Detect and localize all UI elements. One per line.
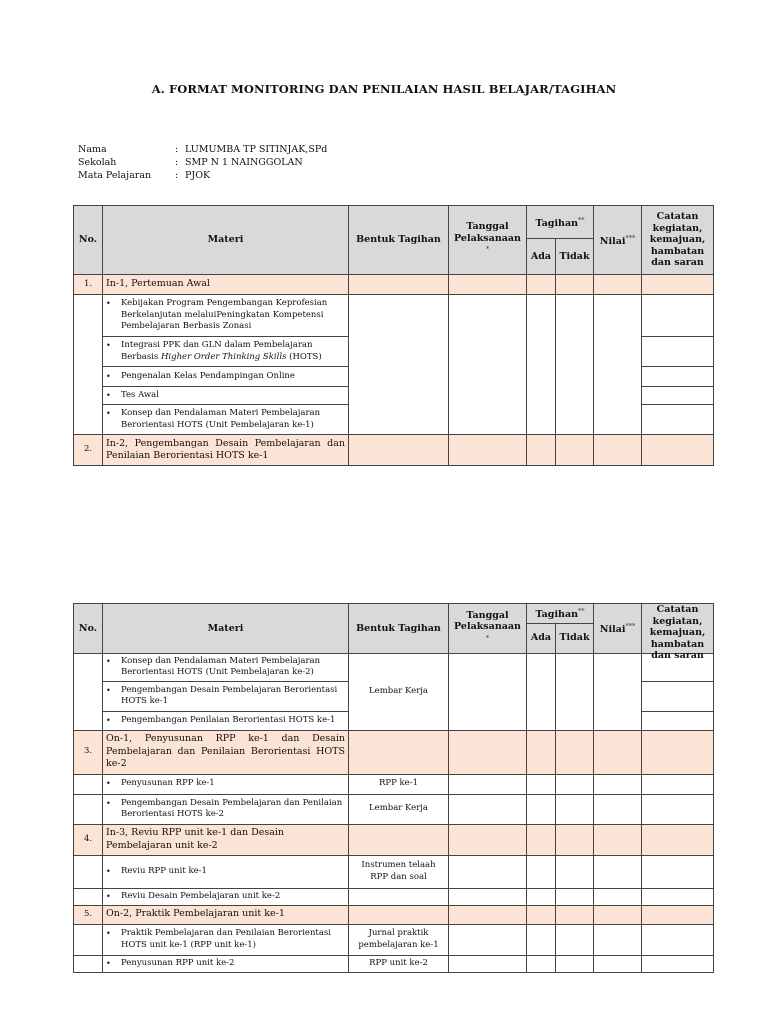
empty-cell xyxy=(556,295,594,435)
asterisk-mark: *** xyxy=(625,622,636,630)
section-row xyxy=(74,905,714,924)
asterisk-mark: *** xyxy=(625,233,636,242)
empty-cell xyxy=(642,774,714,794)
empty-cell xyxy=(556,794,594,824)
empty-cell xyxy=(449,888,527,905)
empty-cell xyxy=(527,435,556,466)
empty-cell xyxy=(449,794,527,824)
identity-key: Sekolah xyxy=(78,157,117,168)
section-title: On-1, Penyusunan RPP ke-1 dan Desain Pembelajaran dan Penilaian Berorientasi HOTS ke-2 xyxy=(103,730,349,774)
empty-cell xyxy=(642,275,714,295)
bentuk-tagihan: RPP ke-1 xyxy=(349,774,449,794)
bullet-icon: • xyxy=(106,341,111,350)
empty-cell xyxy=(527,888,556,905)
list-item: • Praktik Pembelajaran dan Penilaian Berorientasi HOTS unit ke-1 (RPP unit ke-1) xyxy=(103,924,349,955)
bullet-icon: • xyxy=(106,685,111,695)
empty-cell xyxy=(556,653,594,730)
empty-cell xyxy=(594,888,642,905)
empty-cell xyxy=(527,924,556,955)
monitoring-table-2 xyxy=(73,603,714,973)
header-tagihan xyxy=(527,604,594,624)
empty-cell xyxy=(449,824,527,855)
empty-cell xyxy=(449,924,527,955)
empty-cell xyxy=(556,905,594,924)
header-ada: Ada xyxy=(527,623,556,653)
empty-cell xyxy=(74,888,103,905)
empty-cell xyxy=(594,730,642,774)
list-item: • Pengembangan Penilaian Berorientasi HOTS ke-1 xyxy=(103,711,349,730)
identity-row-mapel xyxy=(78,169,327,182)
empty-cell xyxy=(527,275,556,295)
asterisk-mark: * xyxy=(485,633,490,642)
asterisk-mark: ** xyxy=(578,607,585,615)
empty-cell xyxy=(594,794,642,824)
header-materi: Materi xyxy=(103,604,349,654)
row-number: 4. xyxy=(74,824,103,855)
bullet-icon: • xyxy=(106,779,111,789)
header-nilai-label: Nilai xyxy=(599,624,626,636)
empty-cell xyxy=(556,435,594,466)
row-number: 1. xyxy=(74,275,103,295)
empty-cell xyxy=(449,295,527,435)
bentuk-tagihan: RPP unit ke-2 xyxy=(349,955,449,972)
bullet-icon: • xyxy=(106,299,111,309)
table-row xyxy=(74,888,714,905)
empty-cell xyxy=(642,905,714,924)
bullet-icon: • xyxy=(106,958,111,968)
list-item: • Penyusunan RPP ke-1 xyxy=(103,774,349,794)
table-row xyxy=(74,295,714,337)
empty-cell xyxy=(349,905,449,924)
header-tanggal-label: Tanggal Pelaksanaan xyxy=(454,609,521,632)
identity-colon: : xyxy=(175,170,179,181)
empty-cell xyxy=(642,730,714,774)
identity-key: Mata Pelajaran xyxy=(78,170,152,181)
empty-cell xyxy=(642,367,714,387)
asterisk-mark: ** xyxy=(578,215,585,224)
list-item: • Penyusunan RPP unit ke-2 xyxy=(103,955,349,972)
monitoring-table-1 xyxy=(73,205,714,466)
empty-cell xyxy=(642,435,714,466)
section-row xyxy=(74,824,714,855)
empty-cell xyxy=(642,711,714,730)
header-catatan: Catatan kegiatan, kemajuan, hambatan dan saran xyxy=(642,206,714,275)
empty-cell xyxy=(556,855,594,888)
empty-cell xyxy=(74,794,103,824)
bullet-icon: • xyxy=(106,656,111,666)
list-item: • Konsep dan Pendalaman Materi Pembelajaran Berorientasi HOTS (Unit Pembelajaran ke-2) xyxy=(103,653,349,681)
bullet-icon: • xyxy=(106,371,111,381)
empty-cell xyxy=(449,955,527,972)
bullet-icon: • xyxy=(106,929,111,939)
header-tanggal xyxy=(449,604,527,654)
section-row xyxy=(74,435,714,466)
empty-cell xyxy=(527,855,556,888)
header-nilai xyxy=(594,604,642,654)
list-item: • Pengembangan Desain Pembelajaran dan Penilaian Berorientasi HOTS ke-2 xyxy=(103,794,349,824)
identity-row-sekolah xyxy=(78,156,327,169)
header-nilai-label: Nilai xyxy=(599,235,626,247)
empty-cell xyxy=(349,824,449,855)
header-no: No. xyxy=(74,604,103,654)
header-ada: Ada xyxy=(527,239,556,275)
empty-cell xyxy=(527,905,556,924)
bentuk-tagihan: Jurnal praktik pembelajaran ke-1 xyxy=(349,924,449,955)
header-tanggal xyxy=(449,206,527,275)
empty-cell xyxy=(349,295,449,435)
identity-colon: : xyxy=(175,157,179,168)
empty-cell xyxy=(642,405,714,435)
table-row xyxy=(74,924,714,955)
empty-cell xyxy=(74,855,103,888)
bentuk-tagihan: Instrumen telaah RPP dan soal xyxy=(349,855,449,888)
section-row xyxy=(74,730,714,774)
empty-cell xyxy=(642,681,714,711)
empty-cell xyxy=(556,955,594,972)
table-row xyxy=(74,794,714,824)
empty-cell xyxy=(556,730,594,774)
empty-cell xyxy=(556,774,594,794)
identity-value: SMP N 1 NAINGGOLAN xyxy=(185,157,303,168)
bullet-icon: • xyxy=(106,409,111,418)
empty-cell xyxy=(642,337,714,367)
empty-cell xyxy=(449,275,527,295)
header-tidak: Tidak xyxy=(556,623,594,653)
bullet-icon: • xyxy=(106,798,111,808)
asterisk-mark: * xyxy=(485,245,490,254)
empty-cell xyxy=(642,295,714,337)
empty-cell xyxy=(74,295,103,435)
bentuk-tagihan: Lembar Kerja xyxy=(349,794,449,824)
empty-cell xyxy=(349,275,449,295)
bullet-icon: • xyxy=(106,715,111,725)
list-item: • Pengembangan Desain Pembelajaran Berorientasi HOTS ke-1 xyxy=(103,681,349,711)
table-row xyxy=(74,955,714,972)
identity-value: LUMUMBA TP SITINJAK,SPd xyxy=(185,144,328,155)
table-row xyxy=(74,855,714,888)
document-title: A. FORMAT MONITORING DAN PENILAIAN HASIL BELAJAR/TAGIHAN xyxy=(151,82,617,96)
empty-cell xyxy=(642,794,714,824)
identity-key: Nama xyxy=(78,144,107,155)
row-number: 3. xyxy=(74,730,103,774)
empty-cell xyxy=(527,824,556,855)
list-item: • Reviu RPP unit ke-1 xyxy=(103,855,349,888)
bullet-icon: • xyxy=(106,390,111,400)
section-title: In-3, Reviu RPP unit ke-1 dan Desain Pembelajaran unit ke-2 xyxy=(103,824,349,855)
section-row xyxy=(74,275,714,295)
empty-cell xyxy=(594,924,642,955)
section-title: On-2, Praktik Pembelajaran unit ke-1 xyxy=(103,905,349,924)
bentuk-tagihan: Lembar Kerja xyxy=(349,653,449,730)
section-title: In-1, Pertemuan Awal xyxy=(103,275,349,295)
empty-cell xyxy=(556,924,594,955)
empty-cell xyxy=(594,824,642,855)
empty-cell xyxy=(527,295,556,435)
empty-cell xyxy=(449,730,527,774)
empty-cell xyxy=(642,955,714,972)
empty-cell xyxy=(556,275,594,295)
bentuk-tagihan xyxy=(349,888,449,905)
bullet-icon: • xyxy=(106,891,111,901)
empty-cell xyxy=(527,653,556,730)
identity-colon: : xyxy=(175,144,179,155)
empty-cell xyxy=(642,387,714,405)
table-row xyxy=(74,653,714,681)
empty-cell xyxy=(449,774,527,794)
empty-cell xyxy=(449,435,527,466)
table-row xyxy=(74,774,714,794)
empty-cell xyxy=(349,730,449,774)
header-tagihan-label: Tagihan xyxy=(535,217,579,229)
empty-cell xyxy=(594,435,642,466)
list-item: • Reviu Desain Pembelajaran unit ke-2 xyxy=(103,888,349,905)
empty-cell xyxy=(556,888,594,905)
row-number: 2. xyxy=(74,435,103,466)
empty-cell xyxy=(449,855,527,888)
list-item: • Integrasi PPK dan GLN dalam Pembelajaran Berbasis Higher Order Thinking Skills (HOTS) xyxy=(103,337,349,367)
empty-cell xyxy=(449,905,527,924)
empty-cell xyxy=(556,824,594,855)
header-catatan-label: Catatan kegiatan, kemajuan, hambatan dan saran xyxy=(649,604,706,662)
list-item: • Tes Awal xyxy=(103,387,349,405)
empty-cell xyxy=(594,295,642,435)
list-item: • Kebijakan Program Pengembangan Keprofesian Berkelanjutan melaluiPeningkatan Kompetensi Pembelajaran Berbasis Zonasi xyxy=(103,295,349,337)
header-tagihan xyxy=(527,206,594,239)
empty-cell xyxy=(349,435,449,466)
empty-cell xyxy=(74,955,103,972)
header-no: No. xyxy=(74,206,103,275)
list-item: • Pengenalan Kelas Pendampingan Online xyxy=(103,367,349,387)
empty-cell xyxy=(594,905,642,924)
empty-cell xyxy=(594,653,642,730)
empty-cell xyxy=(74,653,103,730)
identity-value: PJOK xyxy=(185,170,211,181)
section-title: In-2, Pengembangan Desain Pembelajaran dan Penilaian Berorientasi HOTS ke-1 xyxy=(103,435,349,466)
empty-cell xyxy=(642,888,714,905)
empty-cell xyxy=(449,653,527,730)
empty-cell xyxy=(527,794,556,824)
header-bentuk: Bentuk Tagihan xyxy=(349,206,449,275)
header-materi: Materi xyxy=(103,206,349,275)
empty-cell xyxy=(74,924,103,955)
empty-cell xyxy=(527,774,556,794)
empty-cell xyxy=(527,955,556,972)
empty-cell xyxy=(642,855,714,888)
row-number: 5. xyxy=(74,905,103,924)
empty-cell xyxy=(594,275,642,295)
empty-cell xyxy=(642,924,714,955)
identity-row-nama xyxy=(78,143,327,156)
empty-cell xyxy=(527,730,556,774)
identity-block xyxy=(78,143,327,182)
empty-cell xyxy=(74,774,103,794)
empty-cell xyxy=(594,855,642,888)
empty-cell xyxy=(594,774,642,794)
header-nilai xyxy=(594,206,642,275)
header-bentuk: Bentuk Tagihan xyxy=(349,604,449,654)
list-item: • Konsep dan Pendalaman Materi Pembelajaran Berorientasi HOTS (Unit Pembelajaran ke-1) xyxy=(103,405,349,435)
header-tanggal-label: Tanggal Pelaksanaan xyxy=(454,221,521,244)
bullet-icon: • xyxy=(106,866,111,876)
header-catatan xyxy=(642,604,714,662)
empty-cell xyxy=(642,824,714,855)
empty-cell xyxy=(594,955,642,972)
header-tidak: Tidak xyxy=(556,239,594,275)
header-tagihan-label: Tagihan xyxy=(535,609,579,621)
